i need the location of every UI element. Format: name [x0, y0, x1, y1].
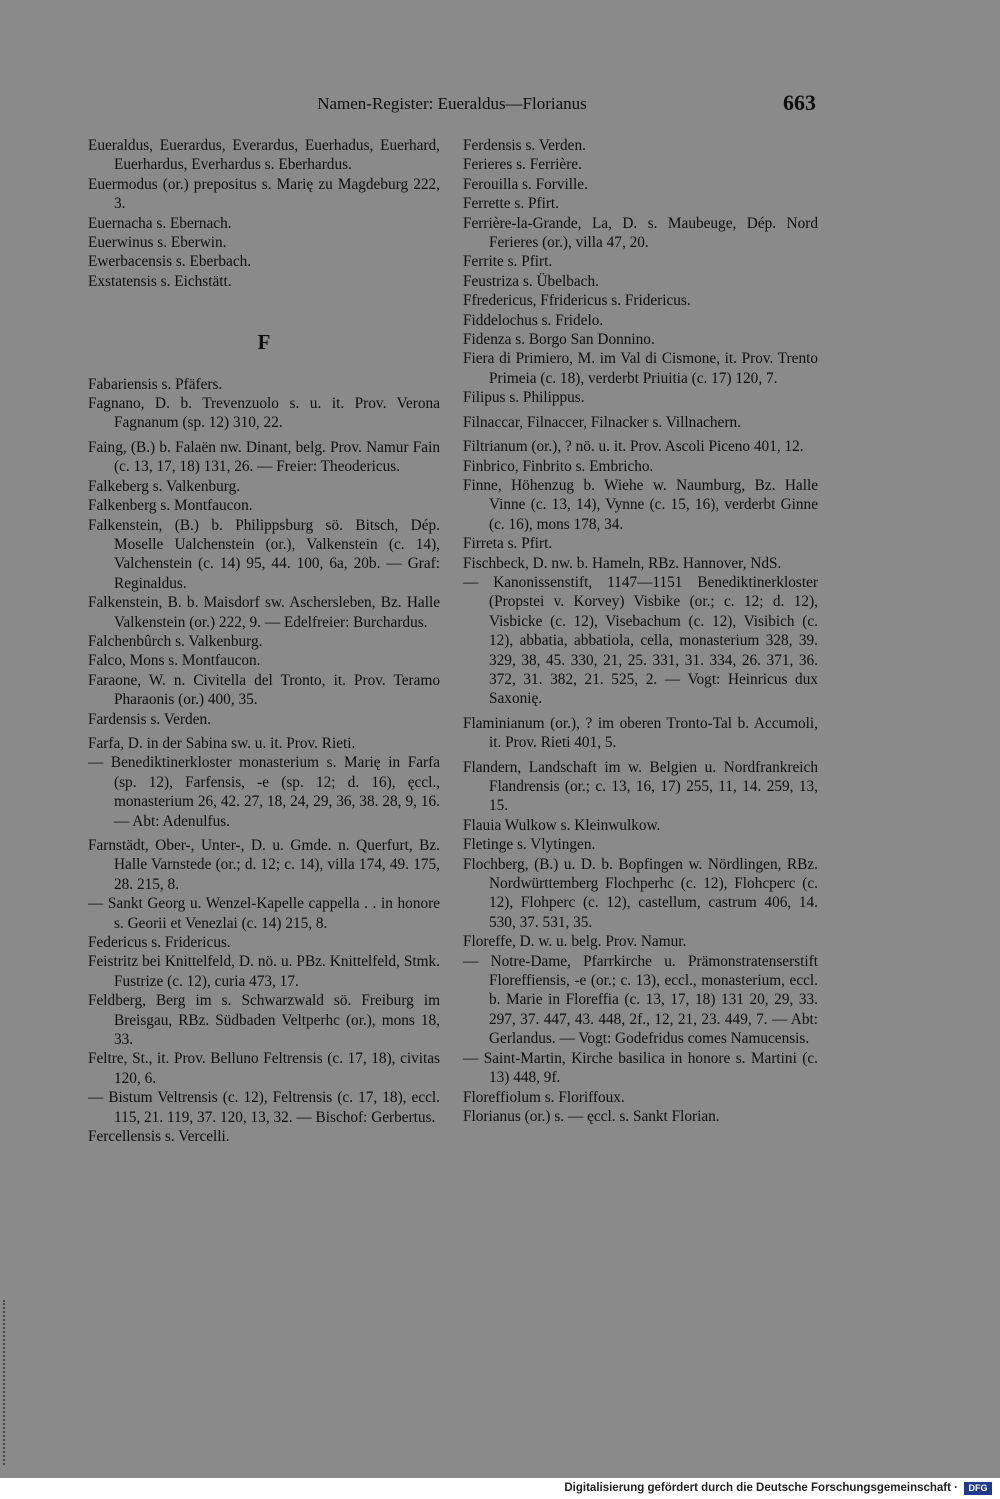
register-entry: Floreffiolum s. Floriffoux.: [463, 1088, 625, 1106]
register-entry: Falkenstein, (B.) b. Philippsburg sö. Bitsch, Dép. Moselle Ualchenstein (or.), Valkenstein (c. 14), Valchenstein (c. 14) 95, 44. 100, 6a, 20b. — Graf: Reginaldus.: [88, 516, 440, 592]
dfg-logo-icon: DFG: [964, 1482, 992, 1495]
register-entry: Fiddelochus s. Fridelo.: [463, 311, 604, 329]
register-entry: Finbrico, Finbrito s. Embricho.: [463, 457, 654, 475]
register-entry: — Benediktinerkloster monasterium s. Marię in Farfa (sp. 12), Farfensis, -e (sp. 12; d. 16), ęccl., monasterium 26, 42. 27, 18, 24, 29, 36, 38. 28, 9, 16. — Abt: Adenulfus.: [88, 754, 440, 830]
register-entry: Ferrite s. Pfirt.: [463, 253, 553, 271]
register-entry: — Kanonissenstift, 1147—1151 Benediktinerkloster (Propstei v. Korvey) Visbike (or.; c. 12; d. 12), Visbicke (c. 12), Visebachum (c. 12), Visibich (c. 12), abbatia, abbatiola, cella, monasterium 328, 39. 329, 38, 45. 330, 21, 25. 331, 31. 334, 26. 371, 36. 372, 31. 382, 21. 525, 2. — Vogt: Heinricus dux Saxonię.: [463, 573, 818, 708]
scan-edge-mark: [3, 1300, 10, 1465]
register-entry: Farnstädt, Ober-, Unter-, D. u. Gmde. n. Querfurt, Bz. Halle Varnstede (or.; d. 12; c. 14), villa 174, 49. 175, 28. 215, 8.: [88, 837, 440, 893]
register-entry: Fercellensis s. Vercelli.: [88, 1128, 230, 1146]
register-entry: Fletinge s. Vlytingen.: [463, 836, 596, 854]
register-entry: Faing, (B.) b. Falaën nw. Dinant, belg. Prov. Namur Fain (c. 13, 17, 18) 131, 26. — Freier: Theodericus.: [88, 438, 440, 476]
register-entry: Firreta s. Pfirt.: [463, 535, 553, 553]
register-entry: Finne, Höhenzug b. Wiehe w. Naumburg, Bz. Halle Vinne (c. 13, 14), Vynne (c. 15, 16), verderbt Ginne (c. 16), mons 178, 34.: [463, 476, 818, 533]
register-entry: — Sankt Georg u. Wenzel-Kapelle cappella . . in honore s. Georii et Venezlai (c. 14) 215, 8.: [88, 895, 440, 932]
register-entry: Feistritz bei Knittelfeld, D. nö. u. PBz. Knittelfeld, Stmk. Fustrize (c. 12), curia 473, 17.: [88, 953, 440, 990]
register-entry: Euernacha s. Ebernach.: [88, 214, 232, 232]
register-entry: Flandern, Landschaft im w. Belgien u. Nordfrankreich Flandrensis (or.; c. 13, 16, 17) 255, 11, 14. 259, 13, 15.: [463, 758, 818, 815]
register-entry: Filipus s. Philippus.: [463, 389, 585, 407]
page-number: 663: [783, 90, 816, 115]
right-column: [463, 136, 818, 1126]
register-entry: Ferieres s. Ferrière.: [463, 156, 582, 174]
register-entry: Feldberg, Berg im s. Schwarzwald sö. Freiburg im Breisgau, RBz. Südbaden Veltperhc (or.), mons 18, 33.: [88, 992, 440, 1049]
register-entry: Ferrette s. Pfirt.: [463, 195, 560, 213]
register-entry: Fischbeck, D. nw. b. Hameln, RBz. Hannover, NdS.: [463, 554, 782, 572]
register-entry: Falkenberg s. Montfaucon.: [88, 497, 253, 515]
left-column: [88, 136, 440, 1147]
register-entry: Flauia Wulkow s. Kleinwulkow.: [463, 816, 661, 834]
register-entry: Farfa, D. in der Sabina sw. u. it. Prov. Rieti.: [88, 734, 356, 752]
register-entry: Filnaccar, Filnaccer, Filnacker s. Villnachern.: [463, 413, 741, 431]
register-entry: Falchenbûrch s. Valkenburg.: [88, 632, 263, 650]
running-title: Namen-Register: Eueraldus—Florianus: [317, 94, 587, 113]
register-entry: Falco, Mons s. Montfaucon.: [88, 652, 261, 670]
register-entry: Federicus s. Fridericus.: [88, 934, 231, 952]
register-entry: Flochberg, (B.) u. D. b. Bopfingen w. Nördlingen, RBz. Nordwürttemberg Flochperhc (c. 12), Flohcperc (c. 12), Flohperc (c. 12), castellum, castrum 406, 14. 530, 37. 531, 35.: [463, 855, 818, 931]
register-entry: Feustriza s. Übelbach.: [463, 272, 599, 290]
register-entry: Feltre, St., it. Prov. Belluno Feltrensis (c. 17, 18), civitas 120, 6.: [88, 1050, 440, 1087]
register-entry: Falkenstein, B. b. Maisdorf sw. Aschersleben, Bz. Halle Valkenstein (or.) 222, 9. — Edelfreier: Burchardus.: [88, 594, 440, 631]
register-entry: Falkeberg s. Valkenburg.: [88, 477, 241, 495]
register-entry: Faraone, W. n. Civitella del Tronto, it. Prov. Teramo Pharaonis (or.) 400, 35.: [88, 671, 440, 709]
register-entry: Ferrière-la-Grande, La, D. s. Maubeuge, Dép. Nord Ferieres (or.), villa 47, 20.: [463, 214, 818, 252]
register-entry: Exstatensis s. Eichstätt.: [88, 272, 232, 290]
section-letter: F: [257, 330, 271, 355]
register-entry: Euerwinus s. Eberwin.: [88, 234, 227, 252]
register-entry: Fiera di Primiero, M. im Val di Cismone, it. Prov. Trento Primeia (c. 18), verderbt Priuitia (c. 17) 120, 7.: [463, 350, 818, 387]
register-entry: Floreffe, D. w. u. belg. Prov. Namur.: [463, 933, 687, 951]
register-entry: Fabariensis s. Pfäfers.: [88, 375, 223, 393]
register-entry: Ffredericus, Ffridericus s. Fridericus.: [463, 292, 691, 310]
register-entry: Euermodus (or.) prepositus s. Marię zu Magdeburg 222, 3.: [88, 175, 440, 213]
page-header: [88, 90, 816, 120]
register-entry: Fidenza s. Borgo San Donnino.: [463, 331, 655, 349]
register-entry: Filtrianum (or.), ? nö. u. it. Prov. Ascoli Piceno 401, 12.: [463, 438, 804, 456]
register-entry: Eueraldus, Euerardus, Everardus, Euerhadus, Euerhard, Euerhardus, Everhardus s. Eberhardus.: [88, 137, 440, 174]
register-entry: Ewerbacensis s. Eberbach.: [88, 253, 252, 271]
register-entry: Florianus (or.) s. — ęccl. s. Sankt Florian.: [463, 1107, 720, 1125]
footer-bar: [0, 1478, 1000, 1499]
register-entry: Ferouilla s. Forville.: [463, 175, 588, 193]
register-entry: Ferdensis s. Verden.: [463, 137, 586, 154]
register-entry: — Saint-Martin, Kirche basilica in honore s. Martini (c. 13) 448, 9f.: [463, 1049, 818, 1087]
register-entry: Flaminianum (or.), ? im oberen Tronto-Tal b. Accumoli, it. Prov. Rieti 401, 5.: [463, 714, 818, 752]
register-entry: Fardensis s. Verden.: [88, 710, 211, 728]
register-entry: — Notre-Dame, Pfarrkirche u. Prämonstratenserstift Floreffiensis, -e (or.; c. 13), eccl., monasterium, eccl. b. Marie in Floreffia (c. 13, 17, 18) 131 20, 29, 33. 297, 37. 447, 43. 448, 2f., 12, 21, 23. 449, 7. — Abt: Gerlandus. — Vogt: Godefridus comes Namucensis.: [463, 952, 818, 1048]
register-entry: Fagnano, D. b. Trevenzuolo s. u. it. Prov. Verona Fagnanum (sp. 12) 310, 22.: [88, 395, 440, 432]
register-entry: — Bistum Veltrensis (c. 12), Feltrensis (c. 17, 18), eccl. 115, 21. 119, 37. 120, 13, 32. — Bischof: Gerbertus.: [88, 1089, 440, 1126]
digitization-credit: Digitalisierung gefördert durch die Deutsche Forschungsgemeinschaft ·: [564, 1482, 958, 1494]
